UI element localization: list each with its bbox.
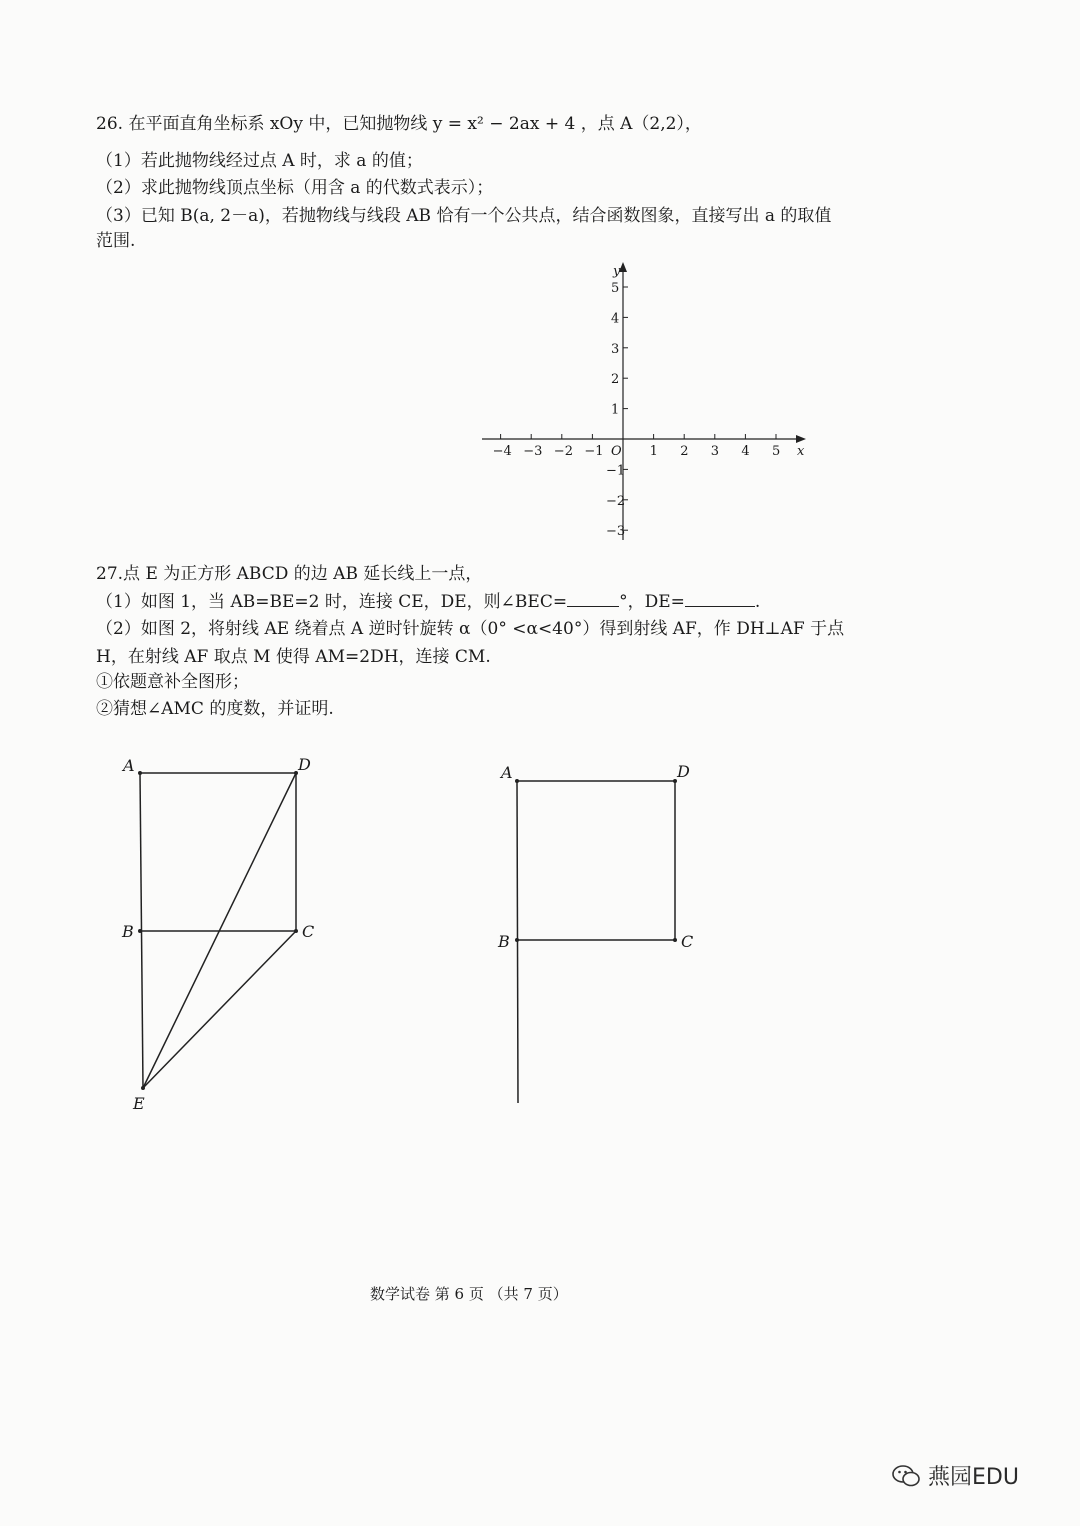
watermark — [892, 1460, 1019, 1491]
fig1-label-d: D — [298, 755, 311, 774]
x-tick-label: 4 — [741, 444, 750, 459]
q26-part3-cont: 范围. — [96, 231, 136, 251]
y-tick-label: 1 — [611, 402, 620, 418]
fig1-label-b: B — [122, 922, 134, 941]
q27-part2-cont: H，在射线 AF 取点 M 使得 AM=2DH，连接 CM. — [96, 647, 491, 667]
q27-part1-end: . — [754, 592, 761, 612]
fig2-ray-ae — [517, 781, 518, 1103]
x-tick-label: −4 — [492, 444, 512, 459]
fig1-label-e: E — [133, 1094, 145, 1113]
y-axis-label: y — [613, 264, 621, 279]
x-tick-label: 3 — [710, 444, 720, 459]
chat-bubble-icon — [892, 1464, 920, 1488]
x-tick-label: −2 — [553, 444, 573, 459]
x-tick-label: 1 — [649, 444, 658, 459]
fig2-label-c: C — [681, 932, 694, 951]
q27-sub2: ②猜想∠AMC 的度数，并证明. — [96, 699, 334, 719]
fig2-label-a: A — [501, 763, 513, 782]
x-tick-label: 2 — [680, 444, 689, 459]
page-footer: 数学试卷 第 6 页 （共 7 页） — [370, 1285, 568, 1303]
y-tick-label: 3 — [611, 341, 620, 357]
q26-part2: （2）求此抛物线顶点坐标（用含 a 的代数式表示）； — [96, 178, 494, 198]
x-tick-label: −3 — [523, 444, 543, 459]
origin-label: O — [611, 444, 622, 459]
x-axis-label: x — [797, 444, 805, 459]
x-tick-label: −1 — [584, 444, 604, 459]
fig2-label-b: B — [498, 932, 510, 951]
fig1-label-c: C — [302, 922, 315, 941]
q27-part2: （2）如图 2，将射线 AE 绕着点 A 逆时针旋转 α（0° <α<40°）得到射线 AF，作 DH⊥AF 于点 — [96, 619, 845, 639]
fig2-label-d: D — [677, 762, 690, 781]
q27-part1-text: （1）如图 1，当 AB=BE=2 时，连接 CE，DE，则∠BEC= — [96, 592, 568, 612]
q26-part3: （3）已知 B(a, 2－a)，若抛物线与线段 AB 恰有一个公共点，结合函数图象，直接写出 a 的取值 — [96, 206, 832, 226]
q26-stem: 26. 在平面直角坐标系 xOy 中，已知抛物线 y = x² − 2ax + 4 ，点 A（2,2）， — [96, 114, 702, 134]
y-tick-label: −2 — [606, 493, 626, 509]
q26-part1: （1）若此抛物线经过点 A 时，求 a 的值； — [96, 151, 423, 171]
watermark-text: 燕园EDU — [928, 1465, 1019, 1490]
y-tick-label: −1 — [606, 463, 626, 479]
q27-stem: 27.点 E 为正方形 ABCD 的边 AB 延长线上一点， — [96, 564, 483, 584]
y-tick-label: −3 — [606, 524, 626, 540]
q27-sub1: ①依题意补全图形； — [96, 672, 249, 692]
y-tick-label: 5 — [611, 281, 620, 296]
q27-part1-mid: °，DE= — [619, 592, 685, 612]
y-tick-label: 2 — [611, 372, 620, 388]
fig1-label-a: A — [123, 756, 135, 775]
x-tick-label: 5 — [772, 444, 781, 459]
y-tick-label: 4 — [611, 311, 620, 327]
